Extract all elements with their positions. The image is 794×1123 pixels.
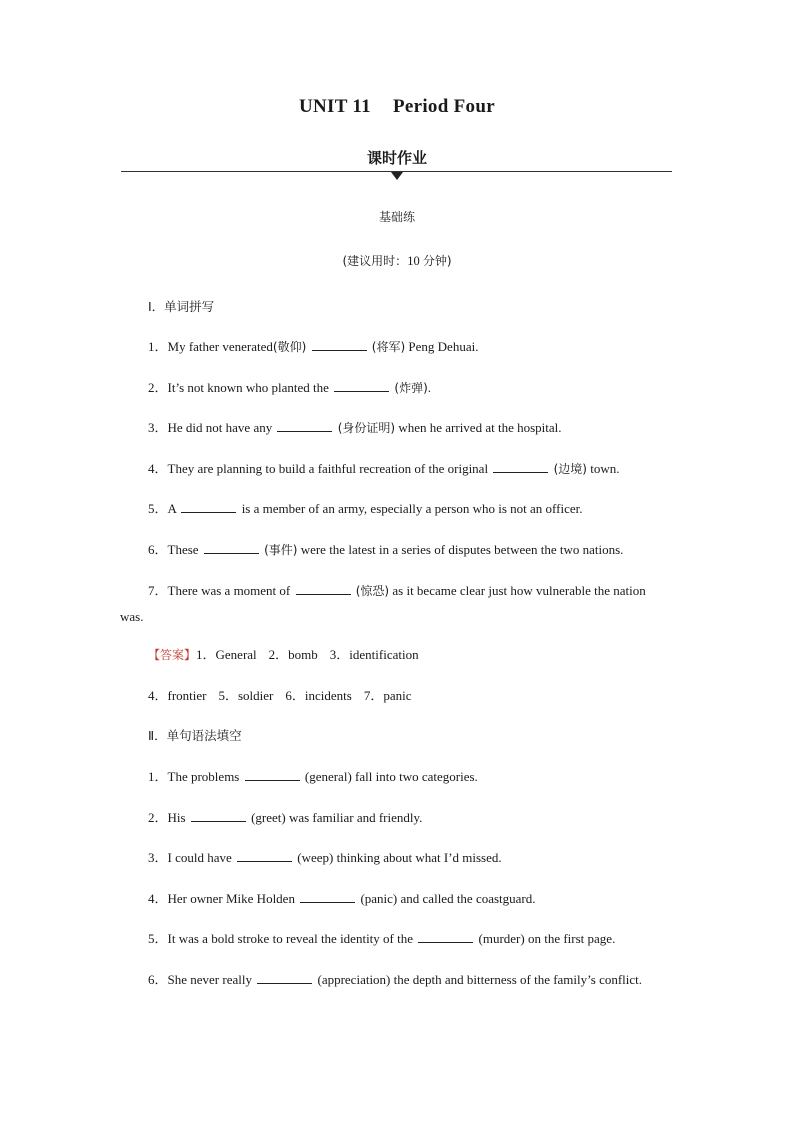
answer-blank[interactable] (191, 811, 246, 822)
s1-item-1: 1．My father venerated(敬仰) (将军) Peng Dehuai. (148, 339, 479, 354)
s2-item-3: 3．I could have (weep) thinking about what I’d missed. (148, 850, 502, 865)
s2-item-4: 4．Her owner Mike Holden (panic) and called the coastguard. (148, 891, 536, 906)
answer-blank[interactable] (334, 381, 389, 392)
answer-blank[interactable] (493, 462, 548, 473)
section1-heading: Ⅰ．单词拼写 (148, 299, 215, 314)
answers-row-2: 4．frontier 5．soldier 6．incidents 7．panic (148, 688, 412, 703)
answer-blank[interactable] (257, 973, 312, 984)
s1-item-7-cont: was. (120, 609, 144, 624)
level-label: 基础练 (378, 210, 415, 224)
s2-item-2: 2．His (greet) was familiar and friendly. (148, 810, 423, 825)
answer-blank[interactable] (312, 340, 367, 351)
time-close: 分钟) (422, 254, 452, 268)
s2-item-6: 6．She never really (appreciation) the depth and bitterness of the family’s conflict. (148, 972, 643, 987)
s1-item-3: 3．He did not have any (身份证明) when he arrived at the hospital. (148, 420, 562, 435)
suggested-time (0, 252, 794, 269)
title-period: Period Four (392, 96, 495, 117)
time-open: (建议用时： (342, 254, 408, 268)
answer-tag: 【答案】 (148, 648, 197, 662)
triangle-marker-icon (391, 172, 403, 180)
answer-blank[interactable] (204, 543, 259, 554)
answer-blank[interactable] (181, 502, 236, 513)
answer-blank[interactable] (296, 584, 351, 595)
answers-row-1: 【答案】1．General 2．bomb 3．identification (148, 647, 419, 662)
answer-blank[interactable] (237, 851, 292, 862)
time-num: 10 (407, 254, 420, 268)
s1-item-5: 5．A is a member of an army, especially a person who is not an officer. (148, 501, 583, 516)
subtitle: 课时作业 (366, 149, 427, 167)
s2-item-5: 5．It was a bold stroke to reveal the identity of the (murder) on the first page. (148, 931, 616, 946)
s1-item-4: 4．They are planning to build a faithful recreation of the original (边境) town. (148, 461, 620, 476)
s1-item-6: 6．These (事件) were the latest in a series of disputes between the two nations. (148, 542, 624, 557)
answer-blank[interactable] (418, 932, 473, 943)
answer-blank[interactable] (277, 421, 332, 432)
title-unit: UNIT 11 (299, 96, 371, 117)
answer-blank[interactable] (245, 770, 300, 781)
s2-item-1: 1．The problems (general) fall into two categories. (148, 769, 478, 784)
page-title (0, 96, 794, 118)
section2-heading: Ⅱ．单句语法填空 (148, 728, 242, 743)
s1-item-7: 7．There was a moment of (惊恐) as it became clear just how vulnerable the nation (148, 583, 646, 598)
s1-item-2: 2．It’s not known who planted the (炸弹). (148, 380, 432, 395)
answer-blank[interactable] (300, 892, 355, 903)
